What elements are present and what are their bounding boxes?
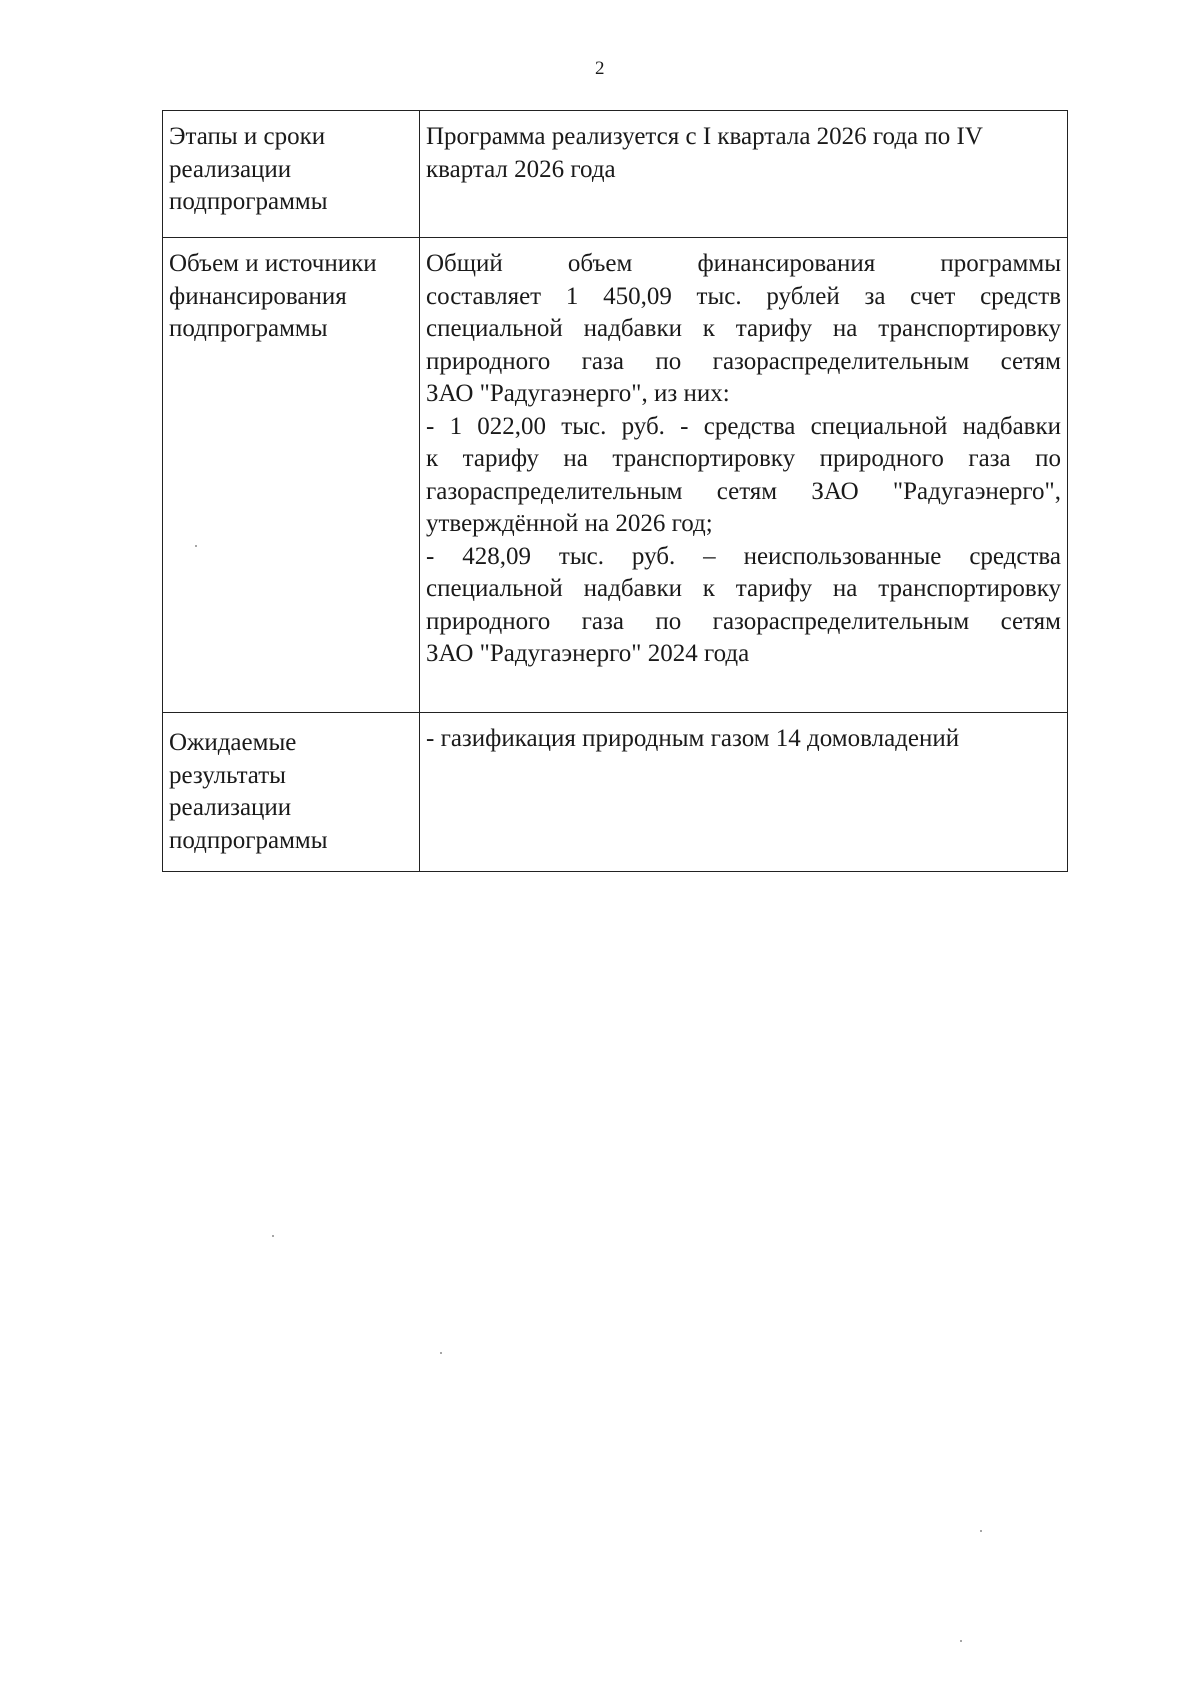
scan-speck: [960, 1640, 962, 1642]
label-line: реализации: [169, 794, 292, 821]
value-line: - 428,09 тыс. руб. – неиспользованные средства: [426, 542, 1061, 570]
label-line: Объем и источники: [169, 250, 377, 277]
value-line: Общий объем финансирования программы: [426, 250, 1061, 277]
table-row-financing: [163, 238, 1068, 713]
value-line: Программа реализуется с I квартала 2026 года по IV: [426, 123, 983, 150]
value-line: к тарифу на транспортировку природного газа по: [426, 445, 1061, 472]
value-line: газораспределительным сетям ЗАО "Радугаэнерго",: [426, 477, 1061, 505]
value-line: - 1 022,00 тыс. руб. - средства специальной надбавки: [426, 412, 1061, 440]
scan-speck: [440, 1352, 442, 1354]
label-line: подпрограммы: [169, 826, 328, 854]
label-cell-stages: [163, 111, 420, 238]
value-cell-results: [420, 713, 1068, 872]
page-number: 2: [595, 58, 605, 79]
label-line: Ожидаемые: [169, 729, 297, 756]
scan-speck: [195, 545, 197, 547]
label-line: финансирования: [169, 282, 347, 310]
value-line: ЗАО "Радугаэнерго", из них:: [426, 380, 730, 407]
label-line: реализации: [169, 155, 292, 183]
program-passport-table: [162, 110, 1068, 872]
value-line: квартал 2026 года: [426, 155, 616, 183]
label-cell-results: [163, 713, 420, 872]
label-line: подпрограммы: [169, 188, 328, 215]
value-line: специальной надбавки к тарифу на транспортировку: [426, 315, 1061, 342]
scan-speck: [980, 1530, 982, 1532]
label-line: Этапы и сроки: [169, 123, 326, 150]
value-line: составляет 1 450,09 тыс. рублей за счет средств: [426, 282, 1061, 310]
value-line: утверждённой на 2026 год;: [426, 510, 713, 537]
scan-speck: [272, 1235, 274, 1237]
value-line: ЗАО "Радугаэнерго" 2024 года: [426, 640, 750, 667]
value-line: - газификация природным газом 14 домовладений: [426, 725, 960, 752]
value-line: природного газа по газораспределительным сетям: [426, 607, 1061, 635]
label-cell-financing: [163, 238, 420, 713]
table-row-stages: [163, 111, 1068, 238]
table-row-results: [163, 713, 1068, 872]
value-cell-financing: [420, 238, 1068, 713]
value-line: специальной надбавки к тарифу на транспортировку: [426, 575, 1061, 602]
value-line: природного газа по газораспределительным сетям: [426, 347, 1061, 375]
value-cell-stages: [420, 111, 1068, 238]
label-line: подпрограммы: [169, 315, 328, 342]
label-line: результаты: [169, 761, 286, 789]
